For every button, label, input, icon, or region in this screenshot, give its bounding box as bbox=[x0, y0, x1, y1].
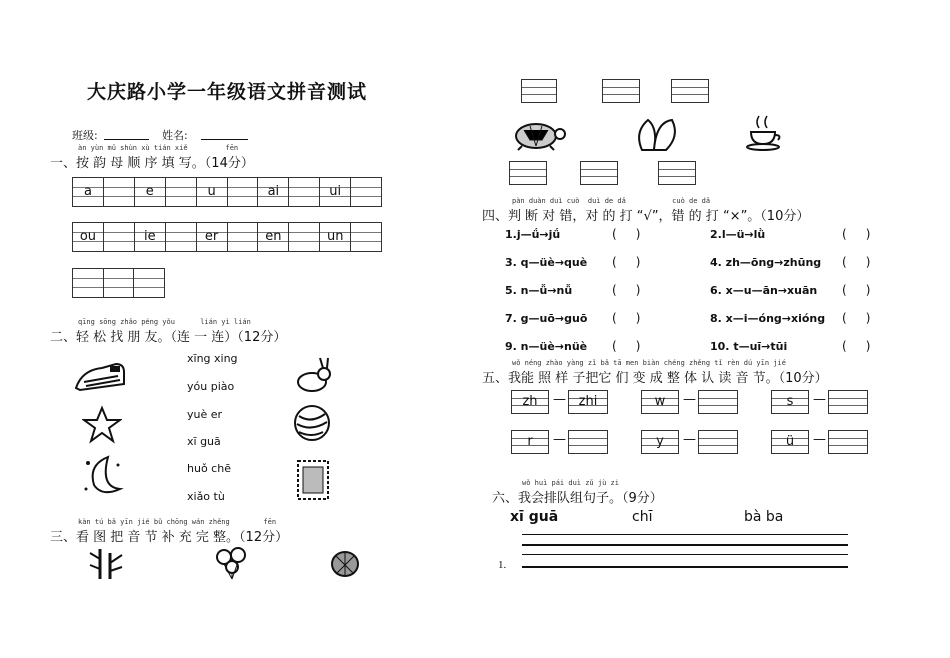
s4-answer[interactable]: ( ) bbox=[612, 283, 641, 297]
s2-word[interactable]: xī guā bbox=[187, 435, 221, 448]
s5-box: zhi bbox=[568, 390, 608, 414]
grid-cell[interactable] bbox=[350, 178, 381, 206]
grid-cell[interactable] bbox=[103, 269, 134, 297]
grid-cell[interactable] bbox=[288, 178, 319, 206]
s4-answer[interactable]: ( ) bbox=[612, 339, 641, 353]
s1-grid-row3[interactable] bbox=[72, 268, 165, 298]
s6-word[interactable]: chī bbox=[632, 509, 653, 525]
s6-pinyin: wǒ huì pái duì zǔ jù zi bbox=[522, 479, 619, 487]
writing-line bbox=[522, 534, 848, 535]
bamboo-icon[interactable] bbox=[86, 545, 126, 581]
s5-dash: — bbox=[813, 432, 826, 447]
s5-box: ü bbox=[771, 430, 809, 454]
s5-box[interactable] bbox=[698, 390, 738, 414]
balloons-icon[interactable] bbox=[212, 545, 252, 581]
s4-answer[interactable]: ( ) bbox=[842, 255, 871, 269]
s5-box: r bbox=[511, 430, 549, 454]
s5-heading: 五、我能 照 样 子把它 们 变 成 整 体 认 读 音 节。（10分） bbox=[482, 371, 828, 386]
s5-box[interactable] bbox=[828, 390, 868, 414]
grid-cell: en bbox=[257, 223, 288, 251]
s5-dash: — bbox=[813, 392, 826, 407]
s4-item: 7. g—uō→guō bbox=[505, 312, 588, 325]
s4-item: 5. n—ǚ→nǚ bbox=[505, 284, 573, 297]
s1-grid-row2 bbox=[72, 222, 382, 252]
grid-cell: ai bbox=[257, 178, 288, 206]
pineapple-icon[interactable] bbox=[328, 546, 362, 578]
writing-line bbox=[522, 544, 848, 546]
grid-cell: ie bbox=[134, 223, 165, 251]
s1-heading: 一、按 韵 母 顺 序 填 写。（14分） bbox=[50, 156, 254, 171]
s2-heading: 二、轻 松 找 朋 友。（连 一 连）（12分） bbox=[50, 330, 287, 345]
watermelon-icon[interactable] bbox=[291, 402, 335, 444]
s3-pinyin: kàn tú bǎ yīn jié bǔ chōng wán zhěng fēn bbox=[78, 518, 277, 526]
s4-answer[interactable]: ( ) bbox=[612, 227, 641, 241]
s3-answer-box[interactable] bbox=[671, 79, 709, 103]
s4-answer[interactable]: ( ) bbox=[842, 227, 871, 241]
s4-answer[interactable]: ( ) bbox=[842, 339, 871, 353]
s6-heading: 六、我会排队组句子。（9分） bbox=[492, 491, 663, 506]
grid-cell[interactable] bbox=[227, 223, 258, 251]
s2-word[interactable]: yuè er bbox=[187, 408, 223, 421]
class-label: 班级: bbox=[72, 129, 98, 142]
s5-box[interactable] bbox=[698, 430, 738, 454]
s4-answer[interactable]: ( ) bbox=[842, 311, 871, 325]
s3-answer-box[interactable] bbox=[580, 161, 618, 185]
star-icon[interactable] bbox=[82, 405, 122, 445]
s3-answer-box[interactable] bbox=[602, 79, 640, 103]
page-title: 大庆路小学一年级语文拼音测试 bbox=[87, 81, 368, 103]
s4-item: 2.l—ü→lǜ bbox=[710, 228, 766, 241]
name-blank[interactable] bbox=[201, 139, 248, 140]
s5-box: s bbox=[771, 390, 809, 414]
s5-box: w bbox=[641, 390, 679, 414]
s1-pinyin: àn yùn mǔ shùn xù tián xiě fēn bbox=[78, 144, 239, 152]
cabbage-icon[interactable] bbox=[632, 114, 682, 154]
writing-line bbox=[522, 554, 848, 555]
s5-box[interactable] bbox=[568, 430, 608, 454]
grid-cell: un bbox=[319, 223, 350, 251]
s6-word[interactable]: xī guā bbox=[510, 509, 559, 525]
grid-cell[interactable] bbox=[288, 223, 319, 251]
s4-item: 4. zh—ōng→zhūng bbox=[710, 256, 822, 269]
s5-dash: — bbox=[683, 392, 696, 407]
stamp-icon[interactable] bbox=[295, 458, 331, 502]
s4-pinyin: pàn duàn duì cuò duì de dǎ cuò de dǎ bbox=[512, 197, 711, 205]
s4-item: 8. x—i—óng→xióng bbox=[710, 312, 826, 325]
grid-cell: ou bbox=[73, 223, 103, 251]
s5-pinyin: wǒ néng zhào yàng zǐ bǎ tā men biàn chéng zhěng tǐ rèn dú yīn jié bbox=[512, 359, 786, 367]
grid-cell[interactable] bbox=[165, 178, 196, 206]
s2-pinyin: qīng sōng zhǎo péng yǒu lián yì lián bbox=[78, 318, 251, 326]
s2-word[interactable]: yóu piào bbox=[187, 380, 235, 393]
s5-dash: — bbox=[553, 432, 566, 447]
grid-cell: er bbox=[196, 223, 227, 251]
s6-word[interactable]: bà ba bbox=[744, 509, 784, 525]
s4-item: 1.j—ǘ→jǘ bbox=[505, 228, 561, 241]
s5-box[interactable] bbox=[828, 430, 868, 454]
s3-answer-box[interactable] bbox=[521, 79, 557, 103]
grid-cell: a bbox=[73, 178, 103, 206]
grid-cell[interactable] bbox=[103, 223, 134, 251]
s3-answer-box[interactable] bbox=[658, 161, 696, 185]
train-icon[interactable] bbox=[72, 358, 132, 394]
name-label: 姓名: bbox=[162, 129, 188, 142]
s5-box: zh bbox=[511, 390, 549, 414]
grid-cell[interactable] bbox=[350, 223, 381, 251]
s6-line-number: 1. bbox=[498, 559, 507, 571]
s3-heading: 三、看 图 把 音 节 补 充 完 整。（12分） bbox=[50, 530, 289, 545]
s3-answer-box[interactable] bbox=[509, 161, 547, 185]
s2-word[interactable]: huǒ chē bbox=[187, 462, 231, 475]
s4-item: 9. n—üè→nüè bbox=[505, 340, 588, 353]
moon-icon[interactable] bbox=[78, 453, 128, 497]
grid-cell[interactable] bbox=[165, 223, 196, 251]
grid-cell[interactable] bbox=[103, 178, 134, 206]
turtle-icon[interactable] bbox=[508, 116, 568, 152]
class-blank[interactable] bbox=[104, 139, 149, 140]
s4-answer[interactable]: ( ) bbox=[612, 311, 641, 325]
s4-item: 10. t—uī→tūi bbox=[710, 340, 788, 353]
s5-dash: — bbox=[683, 432, 696, 447]
s4-heading: 四、判 断 对 错，对 的 打 “√”，错 的 打 “×”。（10分） bbox=[482, 209, 810, 224]
s4-item: 6. x—u—ān→xuān bbox=[710, 284, 818, 297]
grid-cell: e bbox=[134, 178, 165, 206]
grid-cell[interactable] bbox=[73, 269, 103, 297]
grid-cell[interactable] bbox=[133, 269, 164, 297]
s4-item: 3. q—üè→què bbox=[505, 256, 588, 269]
s4-answer[interactable]: ( ) bbox=[842, 283, 871, 297]
s5-dash: — bbox=[553, 392, 566, 407]
s1-grid-row1 bbox=[72, 177, 382, 207]
teacup-icon[interactable] bbox=[745, 112, 785, 152]
rabbit-icon[interactable] bbox=[290, 356, 334, 394]
s4-answer[interactable]: ( ) bbox=[612, 255, 641, 269]
writing-line[interactable] bbox=[522, 566, 848, 568]
s2-word[interactable]: xiǎo tù bbox=[187, 490, 225, 503]
grid-cell[interactable] bbox=[227, 178, 258, 206]
s2-word[interactable]: xīng xing bbox=[187, 352, 238, 365]
s5-box: y bbox=[641, 430, 679, 454]
grid-cell: ui bbox=[319, 178, 350, 206]
grid-cell: u bbox=[196, 178, 227, 206]
